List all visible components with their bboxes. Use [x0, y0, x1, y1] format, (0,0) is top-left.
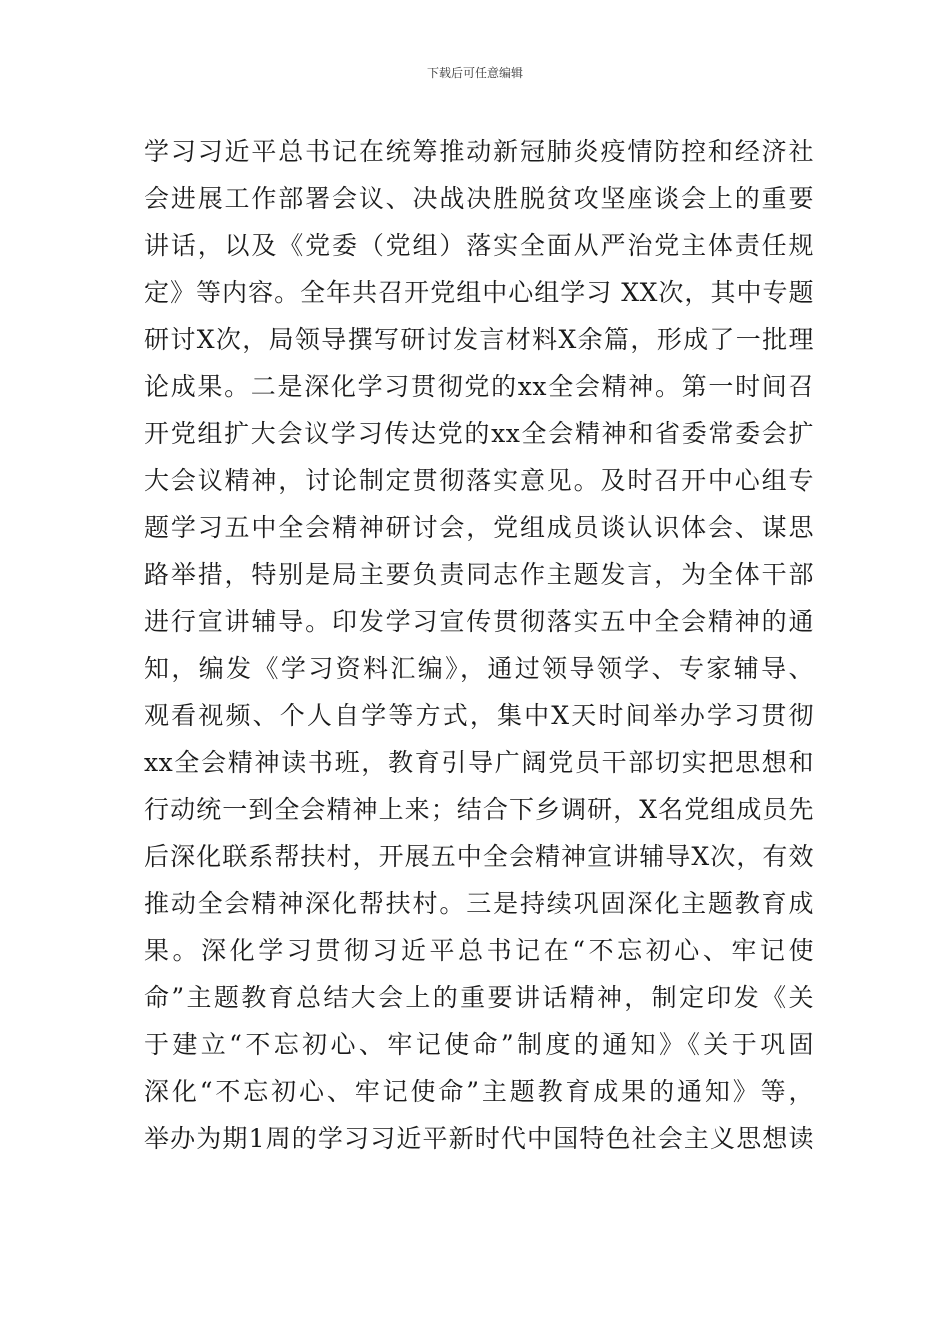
text-line: 知，编发《学习资料汇编》，通过领导领学、专家辅导、 — [144, 654, 814, 683]
body-text — [144, 128, 814, 1162]
text-line: 研讨X次，局领导撰写研讨发言材料X余篇，形成了一批理 — [144, 325, 814, 354]
text-line: 题学习五中全会精神研讨会，党组成员谈认识体会、谋思 — [144, 513, 814, 542]
text-line: 深化“不忘初心、牢记使命”主题教育成果的通知》等， — [144, 1077, 814, 1106]
text-line: xx全会精神读书班，教育引导广阔党员干部切实把思想和 — [144, 748, 814, 777]
text-line: 大会议精神，讨论制定贯彻落实意见。及时召开中心组专 — [144, 466, 814, 495]
text-line: 于建立“不忘初心、牢记使命”制度的通知》《关于巩固 — [144, 1030, 814, 1059]
text-line: 命”主题教育总结大会上的重要讲话精神，制定印发《关 — [144, 983, 814, 1012]
text-line: 观看视频、个人自学等方式，集中X天时间举办学习贯彻 — [144, 701, 814, 730]
text-line: 果。深化学习贯彻习近平总书记在“不忘初心、牢记使 — [144, 936, 814, 965]
text-line: 推动全会精神深化帮扶村。三是持续巩固深化主题教育成 — [144, 889, 814, 918]
text-line: 学习习近平总书记在统筹推动新冠肺炎疫情防控和经济社 — [144, 137, 814, 166]
text-line: 讲话，以及《党委（党组）落实全面从严治党主体责任规 — [144, 231, 814, 260]
text-line: 举办为期1周的学习习近平新时代中国特色社会主义思想读 — [144, 1124, 814, 1153]
text-line: 行动统一到全会精神上来；结合下乡调研，X名党组成员先 — [144, 795, 814, 824]
page-header: 下载后可任意编辑 — [426, 66, 523, 80]
text-line: 定》等内容。全年共召开党组中心组学习 XX次，其中专题 — [144, 278, 814, 307]
text-line: 开党组扩大会议学习传达党的xx全会精神和省委常委会扩 — [144, 419, 814, 448]
text-line: 路举措，特别是局主要负责同志作主题发言，为全体干部 — [144, 560, 814, 589]
text-line: 后深化联系帮扶村，开展五中全会精神宣讲辅导X次，有效 — [144, 842, 814, 871]
text-line: 论成果。二是深化学习贯彻党的xx全会精神。第一时间召 — [144, 372, 814, 401]
text-line: 会进展工作部署会议、决战决胜脱贫攻坚座谈会上的重要 — [144, 184, 814, 213]
text-line: 进行宣讲辅导。印发学习宣传贯彻落实五中全会精神的通 — [144, 607, 814, 636]
